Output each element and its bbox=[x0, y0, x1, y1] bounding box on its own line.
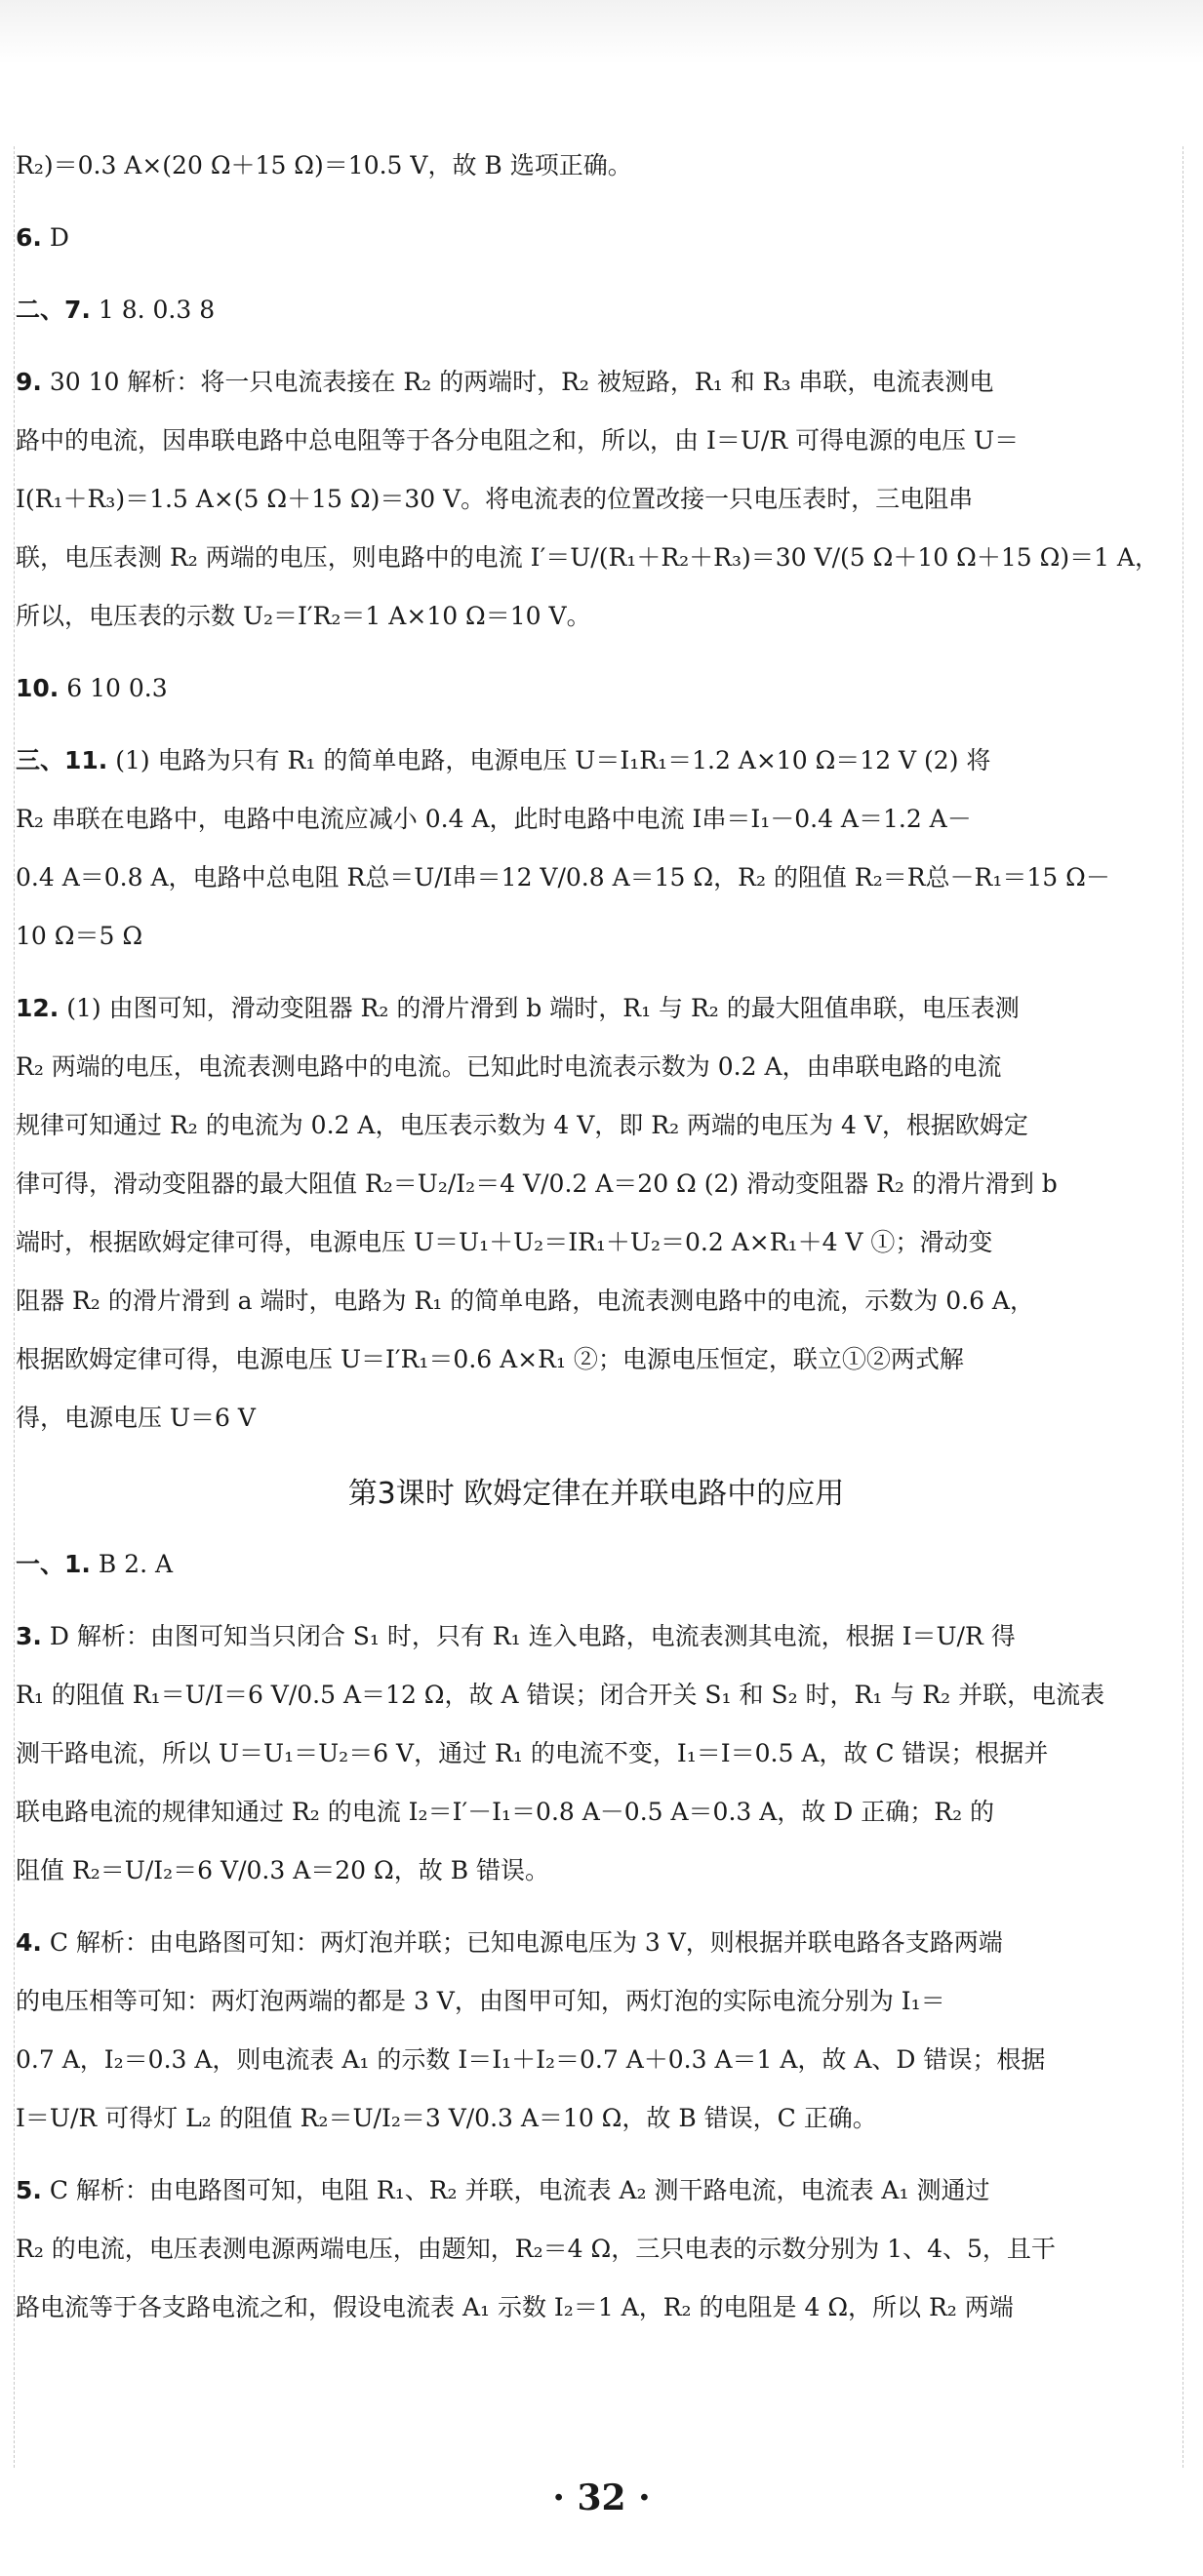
line-text: B 2. A bbox=[90, 1550, 174, 1578]
line-text: R₂ 两端的电压，电流表测电路中的电流。已知此时电流表示数为 0.2 A，由串联电路的电流 bbox=[16, 1052, 1002, 1081]
text-line bbox=[16, 281, 1177, 339]
text-line bbox=[16, 1389, 1177, 1447]
section-answers-lesson3 bbox=[16, 1535, 1177, 2337]
line-text: C 解析：由电路图可知，电阻 R₁、R₂ 并联，电流表 A₂ 测干路电流，电流表 A₁ 测通过 bbox=[41, 2176, 990, 2204]
line-text: 联，电压表测 R₂ 两端的电压，则电路中的电流 I′＝U/(R₁＋R₂＋R₃)＝30 V/(5 Ω＋10 Ω＋15 Ω)＝1 A， bbox=[16, 543, 1159, 572]
item-number: 10. bbox=[16, 674, 60, 702]
text-line bbox=[16, 732, 1177, 790]
item-number: 二、7. bbox=[16, 296, 91, 324]
text-line bbox=[16, 907, 1177, 966]
item-number: 9. bbox=[16, 368, 42, 396]
text-line bbox=[16, 2220, 1177, 2279]
page-top-shadow bbox=[0, 0, 1203, 64]
line-text: 0.4 A＝0.8 A，电路中总电阻 R总＝U/I串＝12 V/0.8 A＝15 Ω，R₂ 的阻值 R₂＝R总－R₁＝15 Ω－ bbox=[16, 863, 1110, 892]
text-line bbox=[16, 353, 1177, 412]
section-answers-lesson2 bbox=[16, 137, 1177, 1447]
paragraph-gap bbox=[16, 1594, 1177, 1607]
text-line bbox=[16, 2161, 1177, 2220]
text-line bbox=[16, 1330, 1177, 1389]
item-number: 12. bbox=[16, 994, 60, 1022]
line-text: D bbox=[41, 223, 69, 252]
text-line bbox=[16, 529, 1177, 587]
item-number: 5. bbox=[16, 2176, 42, 2204]
line-text: 所以，电压表的示数 U₂＝I′R₂＝1 A×10 Ω＝10 V。 bbox=[16, 602, 591, 630]
paragraph-gap bbox=[16, 339, 1177, 353]
text-line bbox=[16, 137, 1177, 195]
text-line bbox=[16, 1096, 1177, 1155]
line-text: R₂ 串联在电路中，电路中电流应减小 0.4 A，此时电路中电流 I串＝I₁－0.4 A＝1.2 A－ bbox=[16, 805, 972, 833]
text-line bbox=[16, 1842, 1177, 1900]
text-line bbox=[16, 1535, 1177, 1594]
text-line bbox=[16, 1914, 1177, 1972]
item-number: 三、11. bbox=[16, 746, 108, 774]
item-number: 一、1. bbox=[16, 1550, 91, 1578]
paragraph-gap bbox=[16, 267, 1177, 281]
line-text: 的电压相等可知：两灯泡两端的都是 3 V，由图甲可知，两灯泡的实际电流分别为 I₁＝ bbox=[16, 1987, 945, 2015]
page-number: · 32 · bbox=[552, 2477, 651, 2518]
line-text: 1 8. 0.3 8 bbox=[90, 296, 216, 324]
answer-content bbox=[16, 137, 1177, 2337]
lesson-heading: 第3课时 欧姆定律在并联电路中的应用 bbox=[347, 1477, 845, 1511]
line-text: 0.7 A，I₂＝0.3 A，则电流表 A₁ 的示数 I＝I₁＋I₂＝0.7 A＋0.3 A＝1 A，故 A、D 错误；根据 bbox=[16, 2045, 1046, 2074]
text-line bbox=[16, 1783, 1177, 1842]
text-line bbox=[16, 1038, 1177, 1096]
line-text: 路中的电流，因串联电路中总电阻等于各分电阻之和，所以，由 I＝U/R 可得电源的电压 U＝ bbox=[16, 426, 1020, 455]
text-line bbox=[16, 790, 1177, 849]
line-text: 律可得，滑动变阻器的最大阻值 R₂＝U₂/I₂＝4 V/0.2 A＝20 Ω (2) 滑动变阻器 R₂ 的滑片滑到 b bbox=[16, 1169, 1058, 1198]
item-number: 6. bbox=[16, 223, 42, 252]
text-line bbox=[16, 1724, 1177, 1783]
text-line bbox=[16, 587, 1177, 646]
text-line bbox=[16, 1272, 1177, 1330]
text-line bbox=[16, 1213, 1177, 1272]
line-text: 测干路电流，所以 U＝U₁＝U₂＝6 V，通过 R₁ 的电流不变，I₁＝I＝0.5 A，故 C 错误；根据并 bbox=[16, 1739, 1049, 1767]
text-line bbox=[16, 1607, 1177, 1666]
item-number: 4. bbox=[16, 1928, 42, 1957]
line-text: 得，电源电压 U＝6 V bbox=[16, 1404, 256, 1432]
paragraph-gap bbox=[16, 646, 1177, 659]
line-text: 阻器 R₂ 的滑片滑到 a 端时，电路为 R₁ 的简单电路，电流表测电路中的电流，示数为 0.6 A， bbox=[16, 1287, 1034, 1315]
line-text: D 解析：由图可知当只闭合 S₁ 时，只有 R₁ 连入电路，电流表测其电流，根据 I＝U/R 得 bbox=[41, 1622, 1016, 1650]
item-number: 3. bbox=[16, 1622, 42, 1650]
text-line bbox=[16, 979, 1177, 1038]
line-text: I(R₁＋R₃)＝1.5 A×(5 Ω＋15 Ω)＝30 V。将电流表的位置改接一只电压表时，三电阻串 bbox=[16, 485, 974, 513]
text-line bbox=[16, 412, 1177, 470]
line-text: (1) 电路为只有 R₁ 的简单电路，电源电压 U＝I₁R₁＝1.2 A×10 Ω＝12 V (2) 将 bbox=[107, 746, 991, 774]
paragraph-gap bbox=[16, 966, 1177, 979]
line-text: I＝U/R 可得灯 L₂ 的阻值 R₂＝U/I₂＝3 V/0.3 A＝10 Ω，故 B 错误，C 正确。 bbox=[16, 2104, 877, 2132]
paragraph-gap bbox=[16, 1900, 1177, 1914]
text-line bbox=[16, 209, 1177, 267]
line-text: 10 Ω＝5 Ω bbox=[16, 922, 143, 950]
line-text: R₂)＝0.3 A×(20 Ω＋15 Ω)＝10.5 V，故 B 选项正确。 bbox=[16, 151, 632, 179]
paragraph-gap bbox=[16, 195, 1177, 209]
line-text: 阻值 R₂＝U/I₂＝6 V/0.3 A＝20 Ω，故 B 错误。 bbox=[16, 1856, 550, 1884]
text-line bbox=[16, 849, 1177, 907]
text-line bbox=[16, 2279, 1177, 2337]
text-line bbox=[16, 659, 1177, 718]
line-text: 6 10 0.3 bbox=[59, 674, 168, 702]
text-line bbox=[16, 1666, 1177, 1724]
text-line bbox=[16, 1155, 1177, 1213]
line-text: 路电流等于各支路电流之和，假设电流表 A₁ 示数 I₂＝1 A，R₂ 的电阻是 4 Ω，所以 R₂ 两端 bbox=[16, 2293, 1014, 2321]
text-line bbox=[16, 470, 1177, 529]
line-text: 根据欧姆定律可得，电源电压 U＝I′R₁＝0.6 A×R₁ ②；电源电压恒定，联立①②两式解 bbox=[16, 1345, 964, 1373]
text-line bbox=[16, 2031, 1177, 2089]
line-text: 30 10 解析：将一只电流表接在 R₂ 的两端时，R₂ 被短路，R₁ 和 R₃ 串联，电流表测电 bbox=[41, 368, 994, 396]
line-text: (1) 由图可知，滑动变阻器 R₂ 的滑片滑到 b 端时，R₁ 与 R₂ 的最大阻值串联，电压表测 bbox=[59, 994, 1020, 1022]
paragraph-gap bbox=[16, 2148, 1177, 2161]
paragraph-gap bbox=[16, 718, 1177, 732]
line-text: R₂ 的电流，电压表测电源两端电压，由题知，R₂＝4 Ω，三只电表的示数分别为 1、4、5，且干 bbox=[16, 2235, 1056, 2263]
line-text: C 解析：由电路图可知：两灯泡并联；已知电源电压为 3 V，则根据并联电路各支路两端 bbox=[41, 1928, 1003, 1957]
text-line bbox=[16, 1972, 1177, 2031]
line-text: R₁ 的阻值 R₁＝U/I＝6 V/0.5 A＝12 Ω，故 A 错误；闭合开关 S₁ 和 S₂ 时，R₁ 与 R₂ 并联，电流表 bbox=[16, 1681, 1105, 1709]
line-text: 联电路电流的规律知通过 R₂ 的电流 I₂＝I′－I₁＝0.8 A－0.5 A＝0.3 A，故 D 正确；R₂ 的 bbox=[16, 1798, 995, 1826]
line-text: 端时，根据欧姆定律可得，电源电压 U＝U₁＋U₂＝IR₁＋U₂＝0.2 A×R₁＋4 V ①；滑动变 bbox=[16, 1228, 993, 1256]
text-line bbox=[16, 2089, 1177, 2148]
left-margin-line bbox=[14, 146, 15, 2468]
line-text: 规律可知通过 R₂ 的电流为 0.2 A，电压表示数为 4 V，即 R₂ 两端的电压为 4 V，根据欧姆定 bbox=[16, 1111, 1028, 1139]
